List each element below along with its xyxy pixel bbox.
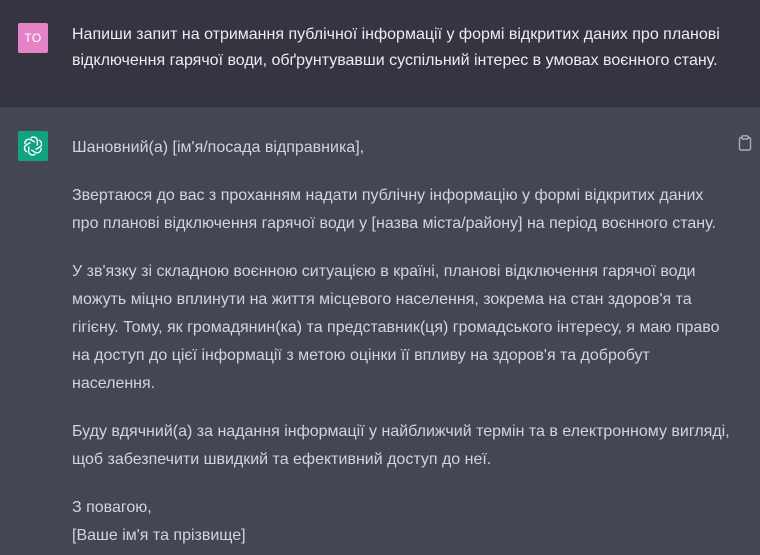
user-message-row xyxy=(0,0,760,107)
assistant-avatar xyxy=(18,131,48,161)
assistant-message-text xyxy=(72,134,732,550)
reply-closing xyxy=(72,494,732,550)
user-avatar: TO xyxy=(18,23,48,53)
reply-closing-line-1: З повагою, xyxy=(72,499,152,516)
reply-paragraph-justification: У зв'язку зі складною воєнною ситуацією в країні, планові відключення гарячої води можуть міцно вплинути на життя місцевого населення, зокрема на стан здоров'я та гігієну. Тому, як громадянин(ка) та представник(ця) громадського інтересу, я маю право на доступ до цієї інформації з метою оцінки її впливу на здоров'я та добробут населення. xyxy=(72,263,720,392)
assistant-message-row xyxy=(0,107,760,555)
reply-greeting: Шановний(а) [ім'я/посада відправника], xyxy=(72,139,365,156)
user-message-text: Напиши запит на отримання публічної інформації у формі відкритих даних про планові відключення гарячої води, обґрунтувавши суспільний інтерес в умовах воєнного стану. xyxy=(72,26,720,69)
reply-paragraph-request: Звертаюся до вас з проханням надати публічну інформацію у формі відкритих даних про планові відключення гарячої води у [назва міста/району] на період воєнного стану. xyxy=(72,187,716,232)
copy-button[interactable] xyxy=(736,134,754,152)
reply-closing-line-2: [Ваше ім'я та прізвище] xyxy=(72,527,246,544)
clipboard-icon xyxy=(738,135,752,151)
reply-paragraph-thanks: Буду вдячний(а) за надання інформації у найближчий термін та в електронному вигляді, щоб забезпечити швидкий та ефективний доступ до неї. xyxy=(72,423,730,468)
openai-logo-icon xyxy=(22,135,44,157)
